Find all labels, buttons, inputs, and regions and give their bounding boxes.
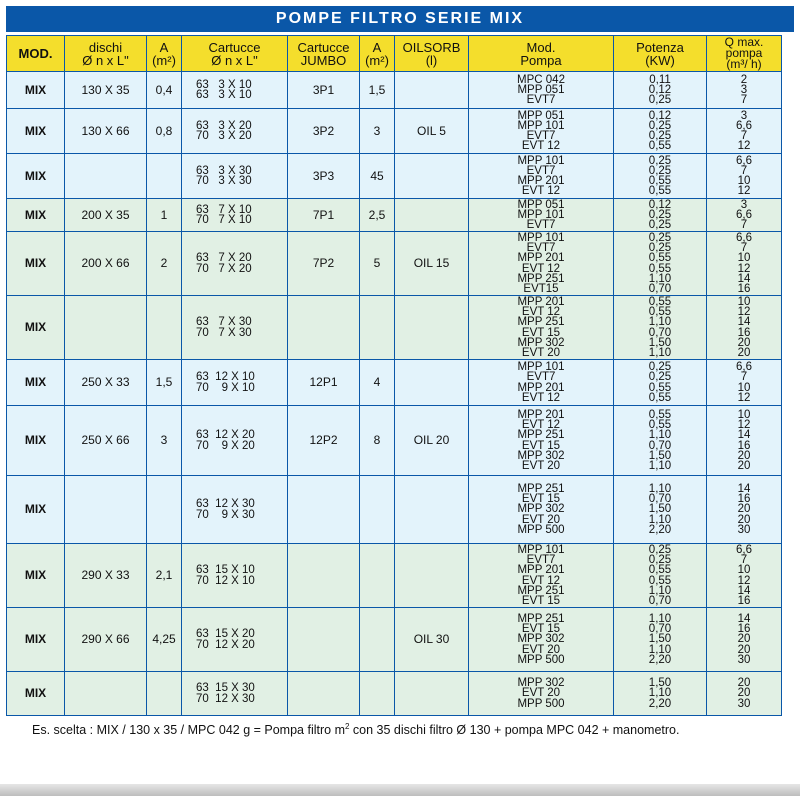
row-dischi: 290 X 66 — [65, 608, 147, 672]
row-cartucce: 63 15 X 10 70 12 X 10 — [182, 544, 288, 608]
row-dischi: 250 X 66 — [65, 406, 147, 476]
row-model: MIX — [7, 608, 65, 672]
row-power: 0,25 0,25 0,55 0,55 — [614, 154, 707, 199]
row-dischi: 130 X 35 — [65, 72, 147, 109]
row-flow: 10 12 14 16 20 20 — [707, 406, 782, 476]
row-jumbo: 12P2 — [288, 406, 360, 476]
row-power: 1,50 1,10 2,20 — [614, 672, 707, 716]
row-flow: 6,6 7 10 12 — [707, 154, 782, 199]
row-jumbo — [288, 672, 360, 716]
row-cartucce: 63 7 X 10 70 7 X 10 — [182, 199, 288, 232]
header-mod: MOD. — [7, 36, 65, 72]
row-cartucce: 63 12 X 10 70 9 X 10 — [182, 360, 288, 406]
row-area — [147, 476, 182, 544]
row-area — [147, 296, 182, 360]
table-row — [7, 232, 782, 296]
row-pump-models: MPP 302 EVT 20 MPP 500 — [469, 672, 614, 716]
row-flow: 10 12 14 16 20 20 — [707, 296, 782, 360]
row-oilsorb — [395, 154, 469, 199]
row-flow: 6,6 7 10 12 — [707, 360, 782, 406]
row-area-jumbo: 2,5 — [360, 199, 395, 232]
row-pump-models: MPP 251 EVT 15 MPP 302 EVT 20 MPP 500 — [469, 608, 614, 672]
header-flow: Q max. pompa (m³/ h) — [707, 36, 782, 72]
row-oilsorb — [395, 360, 469, 406]
row-dischi — [65, 476, 147, 544]
row-oilsorb — [395, 544, 469, 608]
row-flow: 3 6,6 7 12 — [707, 109, 782, 154]
row-jumbo: 12P1 — [288, 360, 360, 406]
row-cartucce: 63 15 X 30 70 12 X 30 — [182, 672, 288, 716]
row-power: 0,12 0,25 0,25 — [614, 199, 707, 232]
row-pump-models: MPP 101 EVT7 MPP 201 EVT 12 — [469, 154, 614, 199]
row-pump-models: MPP 101 EVT7 MPP 201 EVT 12 MPP 251 EVT15 — [469, 232, 614, 296]
table-title: POMPE FILTRO SERIE MIX — [6, 6, 794, 32]
row-model: MIX — [7, 672, 65, 716]
row-jumbo — [288, 608, 360, 672]
row-area-jumbo — [360, 608, 395, 672]
row-cartucce: 63 12 X 20 70 9 X 20 — [182, 406, 288, 476]
row-jumbo: 3P1 — [288, 72, 360, 109]
row-oilsorb — [395, 199, 469, 232]
row-jumbo — [288, 476, 360, 544]
row-jumbo — [288, 544, 360, 608]
row-area: 0,8 — [147, 109, 182, 154]
header-area: A (m²) — [147, 36, 182, 72]
pump-table — [6, 35, 782, 716]
header-jumbo: Cartucce JUMBO — [288, 36, 360, 72]
row-power: 1,10 0,70 1,50 1,10 2,20 — [614, 476, 707, 544]
row-area-jumbo: 1,5 — [360, 72, 395, 109]
row-dischi: 250 X 33 — [65, 360, 147, 406]
table-row — [7, 154, 782, 199]
row-oilsorb: OIL 20 — [395, 406, 469, 476]
row-model: MIX — [7, 199, 65, 232]
row-cartucce: 63 7 X 20 70 7 X 20 — [182, 232, 288, 296]
row-area: 3 — [147, 406, 182, 476]
row-jumbo — [288, 296, 360, 360]
row-pump-models: MPP 101 EVT7 MPP 201 EVT 12 MPP 251 EVT 15 — [469, 544, 614, 608]
row-area — [147, 672, 182, 716]
table-row — [7, 72, 782, 109]
row-model: MIX — [7, 154, 65, 199]
header-oilsorb: OILSORB (l) — [395, 36, 469, 72]
row-area-jumbo — [360, 476, 395, 544]
row-flow: 14 16 20 20 30 — [707, 476, 782, 544]
table-body — [7, 72, 782, 716]
row-model: MIX — [7, 72, 65, 109]
row-dischi: 290 X 33 — [65, 544, 147, 608]
table-row — [7, 406, 782, 476]
row-power: 0,25 0,25 0,55 0,55 1,10 0,70 — [614, 544, 707, 608]
row-power: 0,25 0,25 0,55 0,55 — [614, 360, 707, 406]
row-pump-models: MPP 201 EVT 12 MPP 251 EVT 15 MPP 302 EVT 20 — [469, 296, 614, 360]
row-cartucce: 63 7 X 30 70 7 X 30 — [182, 296, 288, 360]
table-row — [7, 476, 782, 544]
row-model: MIX — [7, 109, 65, 154]
table-row — [7, 199, 782, 232]
header-area-jumbo: A (m²) — [360, 36, 395, 72]
row-flow: 2 3 7 — [707, 72, 782, 109]
row-pump-models: MPP 251 EVT 15 MPP 302 EVT 20 MPP 500 — [469, 476, 614, 544]
row-dischi: 200 X 35 — [65, 199, 147, 232]
row-area: 1,5 — [147, 360, 182, 406]
row-dischi — [65, 296, 147, 360]
row-dischi: 130 X 66 — [65, 109, 147, 154]
row-pump-models: MPP 201 EVT 12 MPP 251 EVT 15 MPP 302 EVT 20 — [469, 406, 614, 476]
row-model: MIX — [7, 360, 65, 406]
row-area: 4,25 — [147, 608, 182, 672]
row-area — [147, 154, 182, 199]
row-jumbo: 3P2 — [288, 109, 360, 154]
row-cartucce: 63 3 X 20 70 3 X 20 — [182, 109, 288, 154]
row-jumbo: 7P2 — [288, 232, 360, 296]
row-pump-models: MPP 101 EVT7 MPP 201 EVT 12 — [469, 360, 614, 406]
row-area: 0,4 — [147, 72, 182, 109]
row-model: MIX — [7, 232, 65, 296]
row-area-jumbo: 4 — [360, 360, 395, 406]
row-flow: 3 6,6 7 — [707, 199, 782, 232]
row-area: 1 — [147, 199, 182, 232]
row-oilsorb: OIL 5 — [395, 109, 469, 154]
row-area-jumbo: 8 — [360, 406, 395, 476]
row-flow: 20 20 30 — [707, 672, 782, 716]
row-area-jumbo — [360, 672, 395, 716]
row-cartucce: 63 12 X 30 70 9 X 30 — [182, 476, 288, 544]
row-model: MIX — [7, 476, 65, 544]
row-model: MIX — [7, 406, 65, 476]
row-jumbo: 3P3 — [288, 154, 360, 199]
table-row — [7, 544, 782, 608]
row-power: 0,55 0,55 1,10 0,70 1,50 1,10 — [614, 406, 707, 476]
table-row — [7, 360, 782, 406]
row-area-jumbo — [360, 296, 395, 360]
row-area-jumbo: 3 — [360, 109, 395, 154]
row-model: MIX — [7, 296, 65, 360]
row-flow: 14 16 20 20 30 — [707, 608, 782, 672]
header-dischi: dischi Ø n x L" — [65, 36, 147, 72]
table-row — [7, 608, 782, 672]
row-cartucce: 63 3 X 10 63 3 X 10 — [182, 72, 288, 109]
row-dischi: 200 X 66 — [65, 232, 147, 296]
row-power: 0,55 0,55 1,10 0,70 1,50 1,10 — [614, 296, 707, 360]
example-note: Es. scelta : MIX / 130 x 35 / MPC 042 g = Pompa filtro $m^2$ con 35 dischi filtro Ø 130 + pompa MPC 042 + manometro. — [32, 722, 680, 738]
row-oilsorb: OIL 15 — [395, 232, 469, 296]
row-dischi — [65, 154, 147, 199]
table-row — [7, 672, 782, 716]
row-oilsorb — [395, 476, 469, 544]
row-oilsorb: OIL 30 — [395, 608, 469, 672]
row-flow: 6,6 7 10 12 14 16 — [707, 232, 782, 296]
header-row — [7, 36, 782, 72]
row-model: MIX — [7, 544, 65, 608]
row-oilsorb — [395, 672, 469, 716]
row-power: 1,10 0,70 1,50 1,10 2,20 — [614, 608, 707, 672]
row-pump-models: MPP 051 MPP 101 EVT7 EVT 12 — [469, 109, 614, 154]
row-power: 0,11 0,12 0,25 — [614, 72, 707, 109]
row-power: 0,12 0,25 0,25 0,55 — [614, 109, 707, 154]
row-oilsorb — [395, 72, 469, 109]
row-cartucce: 63 15 X 20 70 12 X 20 — [182, 608, 288, 672]
row-area-jumbo — [360, 544, 395, 608]
header-pump-model: Mod. Pompa — [469, 36, 614, 72]
row-pump-models: MPC 042 MPP 051 EVT7 — [469, 72, 614, 109]
row-power: 0,25 0,25 0,55 0,55 1,10 0,70 — [614, 232, 707, 296]
row-jumbo: 7P1 — [288, 199, 360, 232]
row-dischi — [65, 672, 147, 716]
row-flow: 6,6 7 10 12 14 16 — [707, 544, 782, 608]
row-area: 2 — [147, 232, 182, 296]
bottom-shadow — [0, 784, 800, 796]
row-area-jumbo: 5 — [360, 232, 395, 296]
row-oilsorb — [395, 296, 469, 360]
row-area: 2,1 — [147, 544, 182, 608]
header-power: Potenza (KW) — [614, 36, 707, 72]
table-row — [7, 296, 782, 360]
table-row — [7, 109, 782, 154]
row-pump-models: MPP 051 MPP 101 EVT7 — [469, 199, 614, 232]
row-area-jumbo: 45 — [360, 154, 395, 199]
header-cartucce: Cartucce Ø n x L" — [182, 36, 288, 72]
row-cartucce: 63 3 X 30 70 3 X 30 — [182, 154, 288, 199]
